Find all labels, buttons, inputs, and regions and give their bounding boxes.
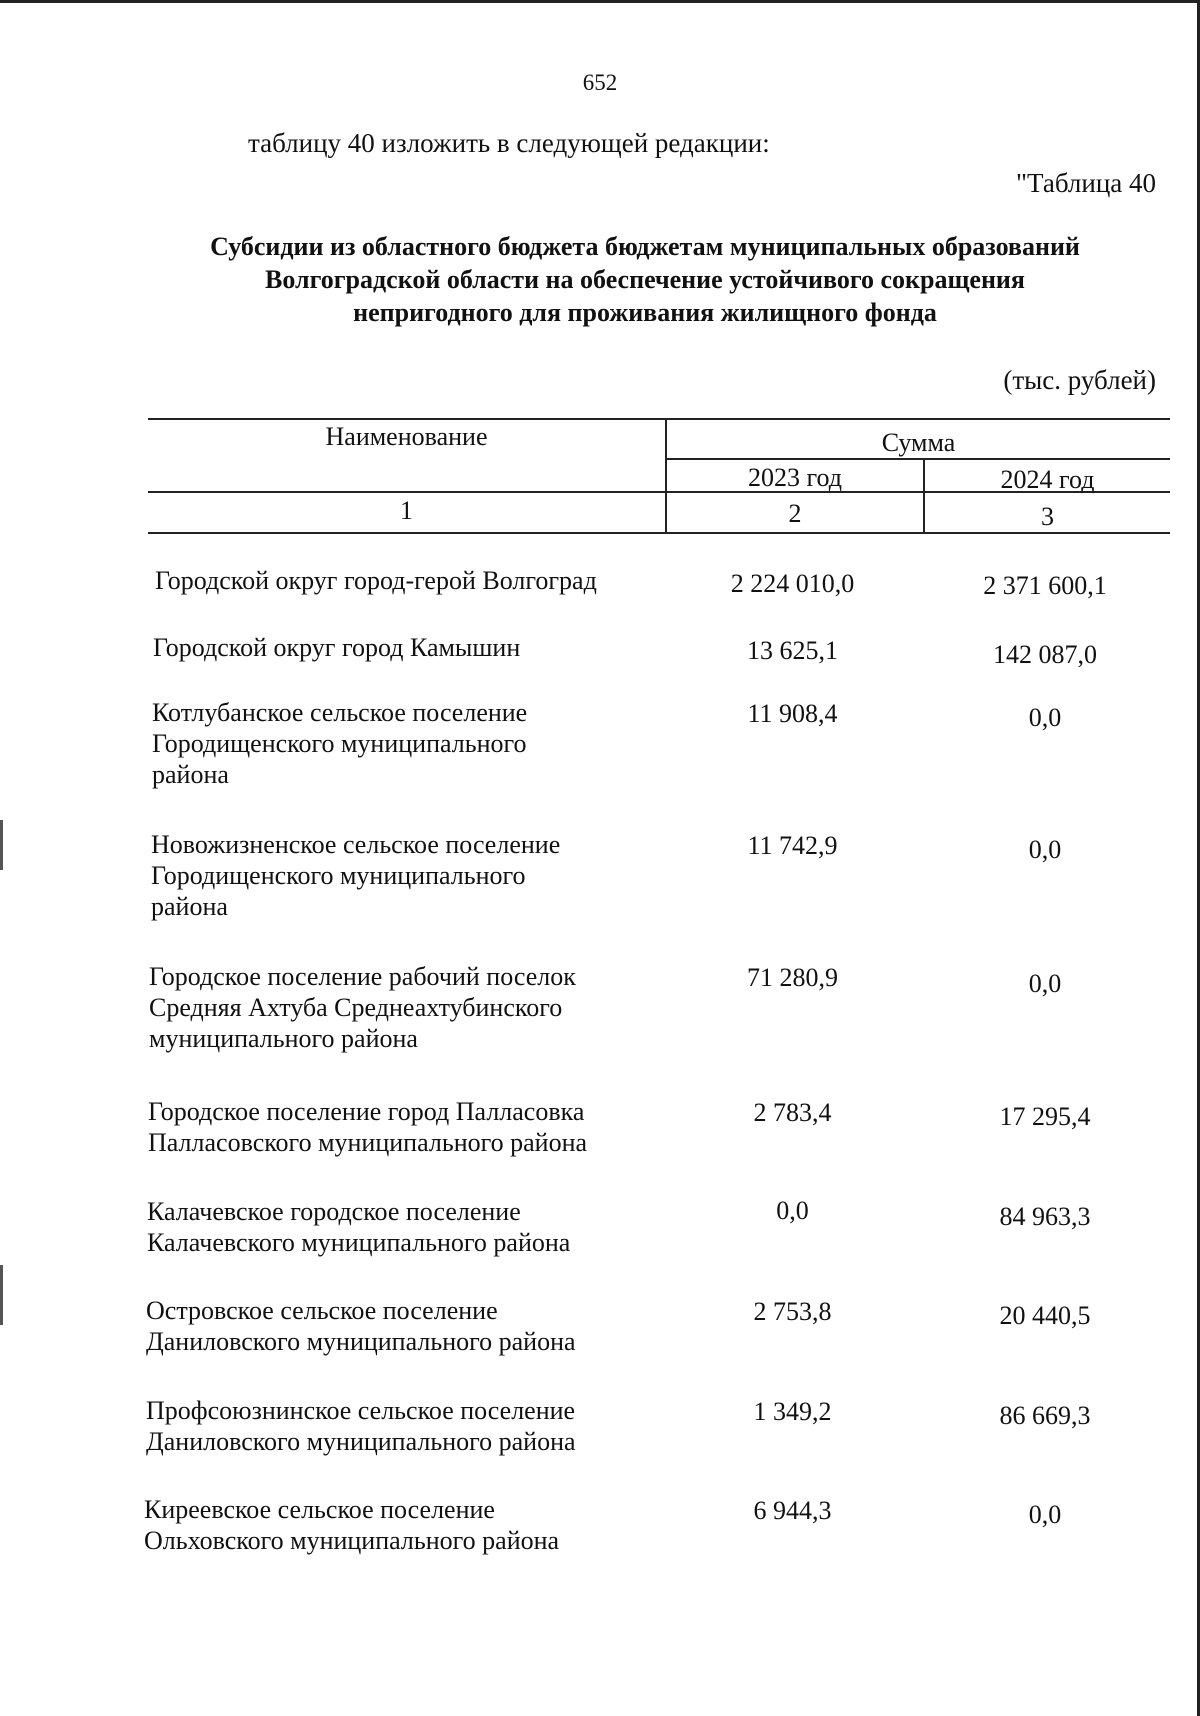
row-name-line: Городское поселение город Палласовка	[148, 1097, 585, 1126]
title-line: Волгоградской области на обеспечение устойчивого сокращения	[265, 265, 1025, 294]
row-name	[155, 565, 675, 596]
value-2023: 11 742,9	[747, 831, 838, 860]
row-name-line: Киреевское сельское поселение	[144, 1495, 495, 1524]
scan-border-top	[0, 0, 1200, 3]
row-name-line: района	[152, 760, 229, 789]
row-name-line: Новожизненское сельское поселение	[151, 830, 561, 859]
value-2024: 20 440,5	[999, 1301, 1091, 1330]
row-name-line: Средняя Ахтуба Среднеахтубинского	[149, 993, 563, 1022]
header-rule-sum	[666, 458, 1170, 460]
row-name-line: Городской округ город Камышин	[153, 633, 521, 662]
value-2024: 0,0	[1028, 703, 1062, 732]
row-name-line: Островское сельское поселение	[146, 1296, 498, 1325]
row-name-line: Даниловского муниципального района	[146, 1327, 576, 1356]
row-name-line: Котлубанское сельское поселение	[152, 698, 528, 727]
value-2024: 2 371 600,1	[983, 571, 1107, 600]
intro-text: таблицу 40 изложить в следующей редакции:	[248, 128, 770, 158]
value-2023: 6 944,3	[753, 1496, 832, 1525]
title-line: непригодного для проживания жилищного фонда	[353, 298, 937, 327]
row-name-line: Городищенского муниципального	[151, 861, 526, 890]
row-name-line: Даниловского муниципального района	[146, 1427, 576, 1456]
value-2024: 0,0	[1028, 969, 1062, 998]
row-name-line: Ольховского муниципального района	[144, 1526, 560, 1555]
value-2024: 142 087,0	[993, 640, 1097, 669]
header-year-2023: 2023 год	[748, 463, 842, 492]
row-name	[148, 1096, 668, 1158]
row-name-line: района	[151, 892, 228, 921]
column-number-1: 1	[400, 496, 413, 525]
column-number-3: 3	[1041, 502, 1054, 531]
row-name-line: Калачевское городское поселение	[147, 1197, 521, 1226]
scan-edge-mark	[0, 1265, 3, 1325]
header-rule-bottom	[148, 532, 1170, 534]
row-name-line: муниципального района	[149, 1024, 418, 1053]
row-name-line: Палласовского муниципального района	[148, 1128, 588, 1157]
value-2023: 2 783,4	[753, 1098, 832, 1127]
value-2023: 71 280,9	[747, 963, 838, 992]
header-name: Наименование	[325, 422, 488, 451]
value-2024: 84 963,3	[999, 1202, 1091, 1231]
table-reference: "Таблица 40	[1016, 168, 1156, 198]
table-title	[120, 230, 1170, 329]
value-2024: 0,0	[1028, 835, 1062, 864]
value-2023: 2 753,8	[753, 1297, 832, 1326]
row-name	[146, 1295, 666, 1357]
value-2023: 1 349,2	[753, 1397, 832, 1426]
header-rule-top	[148, 418, 1170, 420]
header-year-2024: 2024 год	[1000, 465, 1095, 494]
row-name-line: Городское поселение рабочий поселок	[149, 962, 576, 991]
units-label: (тыс. рублей)	[1003, 365, 1156, 395]
column-number-2: 2	[788, 499, 802, 528]
row-name	[153, 632, 673, 663]
row-name	[151, 829, 671, 922]
title-line: Субсидии из областного бюджета бюджетам муниципальных образований	[210, 232, 1080, 261]
row-name-line: Калачевского муниципального района	[147, 1228, 571, 1257]
row-name	[146, 1395, 666, 1457]
value-2024: 86 669,3	[999, 1401, 1091, 1430]
page-number: 652	[582, 70, 618, 95]
value-2023: 13 625,1	[747, 636, 838, 665]
value-2023: 0,0	[776, 1196, 809, 1225]
row-name-line: Профсоюзнинское сельское поселение	[146, 1396, 576, 1425]
value-2024: 0,0	[1028, 1500, 1062, 1529]
header-sum: Сумма	[881, 428, 956, 457]
row-name	[144, 1494, 664, 1556]
value-2023: 11 908,4	[747, 699, 838, 728]
scan-edge-mark	[0, 820, 3, 870]
row-name	[149, 961, 669, 1054]
row-name	[147, 1196, 667, 1258]
row-name-line: Городищенского муниципального	[152, 729, 527, 758]
value-2023: 2 224 010,0	[730, 569, 855, 598]
value-2024: 17 295,4	[999, 1102, 1091, 1131]
row-name	[152, 697, 672, 790]
row-name-line: Городской округ город-герой Волгоград	[155, 566, 597, 595]
